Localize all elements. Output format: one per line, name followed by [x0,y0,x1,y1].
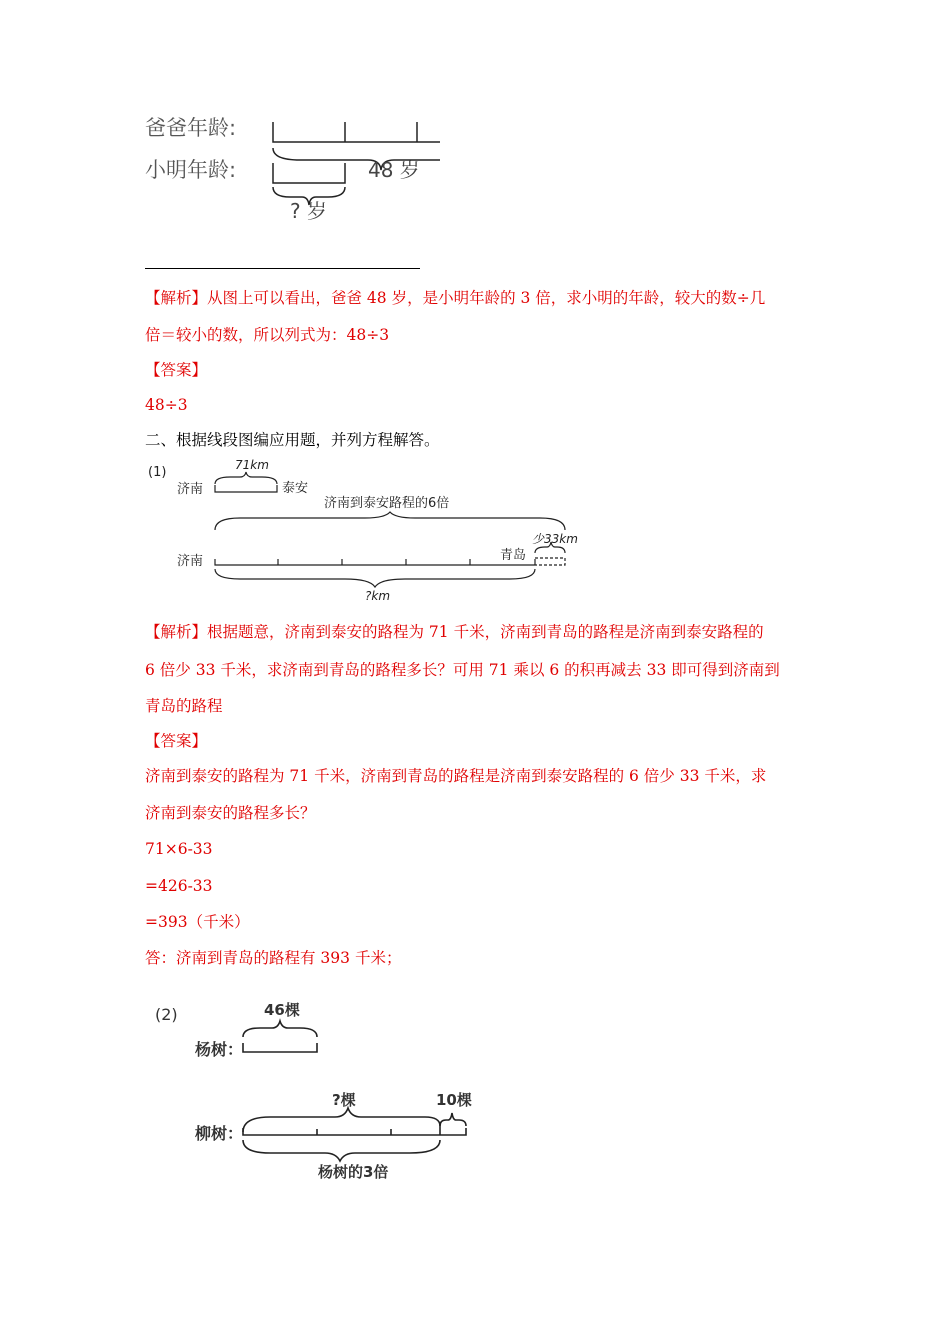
answer-2-line-2: 济南到泰安的路程多长？ [145,804,316,822]
count-10-label: 10棵 [436,1091,472,1109]
unknown-km-brace [215,569,535,587]
calc-step-2: =426-33 [145,877,213,895]
section-2-title: 二、根据线段图编应用题，并列方程解答。 [145,431,440,449]
dad-segment [273,122,440,142]
answer-2-line-1: 济南到泰安的路程为 71 千米，济南到青岛的路程是济南到泰安路程的 6 倍少 33 千米，求 [145,767,767,785]
trees-segment-diagram [140,995,490,1190]
three-times-brace [243,1140,440,1161]
taian-label: 泰安 [282,481,309,496]
analysis-1-line-2: 倍＝较小的数，所以列式为：48÷3 [145,326,390,344]
final-answer: 答：济南到青岛的路程有 393 千米； [145,949,402,967]
answer-1-header: 【答案】 [145,361,208,379]
count-46-brace [243,1021,317,1037]
dad-age-label: 爸爸年龄: [145,116,237,140]
jinan-top-label: 济南 [177,482,204,497]
less-33-label: 少33km [532,532,578,546]
three-times-label: 杨树的3倍 [318,1163,389,1181]
jinan-taian-segment [215,485,277,492]
calc-step-1: 71×6-33 [145,840,213,858]
answer-1-value: 48÷3 [145,396,188,414]
unknown-trees-brace [243,1108,440,1132]
ming-unknown-label: ? 岁 [290,199,327,223]
count-46-label: 46棵 [264,1001,300,1019]
ming-segment [273,163,345,183]
six-times-label: 济南到泰安路程的6倍 [324,496,450,511]
willow-label: 柳树： [195,1124,244,1143]
distance-segment-diagram [140,455,590,605]
dad-total-label: 48 岁 [368,158,420,182]
six-times-brace [215,512,565,530]
poplar-segment [243,1043,317,1052]
unknown-trees-label: ?棵 [332,1091,356,1109]
willow-segment [243,1126,466,1135]
footnote-divider [145,268,420,269]
calc-step-3: =393（千米） [145,913,250,931]
diagram-3-number: (2) [155,1005,178,1024]
jinan-qingdao-segment [215,559,535,565]
distance-71-brace [215,472,277,484]
analysis-2-line-2: 6 倍少 33 千米，求济南到青岛的路程多长？可用 71 乘以 6 的积再减去 33 即可得到济南到 [145,661,780,679]
less-33-dashed-segment [535,558,565,565]
qingdao-label: 青岛 [500,548,527,563]
unknown-km-label: ?km [365,589,391,603]
age-segment-diagram [140,105,440,230]
distance-71-label: 71km [235,458,269,472]
analysis-2-line-3: 青岛的路程 [145,697,223,715]
diagram-2-number: (1) [148,465,167,480]
jinan-bottom-label: 济南 [177,554,204,569]
analysis-2-line-1: 【解析】根据题意，济南到泰安的路程为 71 千米，济南到青岛的路程是济南到泰安路程的 [145,623,764,641]
count-10-brace [440,1113,466,1126]
ming-age-label: 小明年龄: [145,158,237,182]
poplar-label: 杨树： [195,1040,244,1059]
analysis-1-line-1: 【解析】从图上可以看出，爸爸 48 岁，是小明年龄的 3 倍，求小明的年龄，较大的数÷几 [145,289,766,307]
answer-2-header: 【答案】 [145,732,208,750]
